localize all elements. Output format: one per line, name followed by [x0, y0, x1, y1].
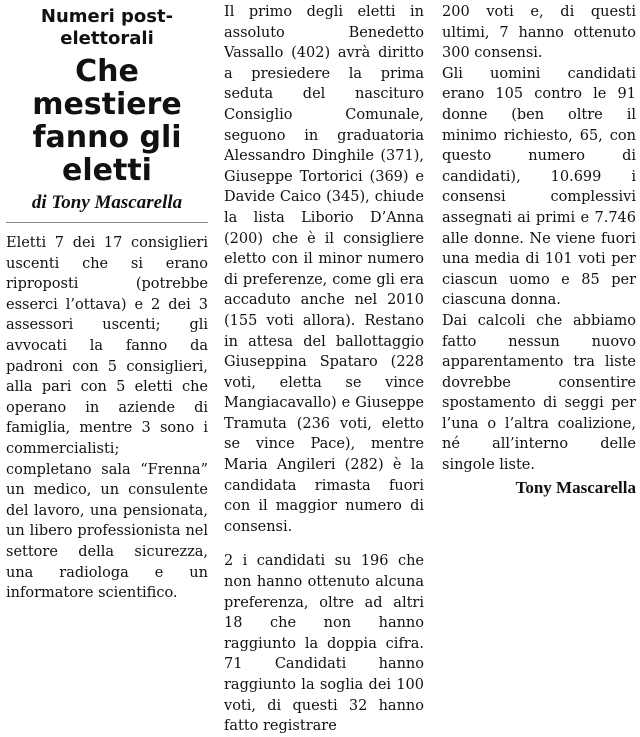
paragraph: 200 voti e, di questi ultimi, 7 hanno ottenuto 300 consensi.: [442, 4, 636, 62]
byline-divider: [6, 222, 208, 223]
column-3-text: [442, 2, 636, 476]
article-byline: di Tony Mascarella: [31, 192, 183, 213]
paragraph: Gli uomini candidati erano 105 contro le 91 donne (ben oltre il minimo richiesto, 65, con questo numero di candidati), 10.699 i consensi complessivi assegnati ai primi e 7.746 alle donne. Ne viene fuori una media di 101 voti per ciascun uomo e 85 per ciascuna donna.: [442, 65, 636, 309]
column-2-text: [224, 2, 424, 737]
article-kicker: Numeri post-elettorali: [40, 6, 174, 49]
paragraph: 2 i candidati su 196 che non hanno ottenuto alcuna preferenza, oltre ad altri 18 che non hanno raggiunto la doppia cifra. 71 Candidati hanno raggiunto la soglia dei 100 voti, di questi 32 hanno fatto registrare: [224, 553, 424, 735]
column-3: [442, 0, 636, 498]
column-1: [6, 0, 208, 604]
paragraph: Il primo degli eletti in assoluto Benedetto Vassallo (402) avrà diritto a presiedere la prima seduta del nascituro Consiglio Comunale, seguono in graduatoria Alessandro Dinghile (371), Giuseppe Tortorici (369) e Davide Caico (345), chiude la lista Liborio D’Anna (200) che è il consigliere eletto con il minor numero di preferenze, come gli era accaduto anche nel 2010 (155 voti allora). Restano in attesa del ballottaggio Giuseppina Spataro (228 voti, eletta se vince Mangiacavallo) e Giuseppe Tramuta (236 voti, eletto se vince Pace), mentre Maria Angileri (282) è la candidata rimasta fuori con il maggior numero di consensi.: [224, 4, 424, 535]
article-headline: Che mestiere fanno gli eletti: [32, 54, 182, 188]
column-2: [224, 0, 424, 737]
column-1-text: [6, 233, 208, 604]
article-signature: Tony Mascarella: [515, 477, 636, 497]
paragraph: Dai calcoli che abbiamo fatto nessun nuovo apparentamento tra liste dovrebbe consentire spostamento di seggi per l’una o l’altra coalizione, né all’interno delle singole liste.: [442, 312, 636, 474]
paragraph: Eletti 7 dei 17 consiglieri uscenti che si erano riproposti (potrebbe esserci l’ottava) e 2 dei 3 assessori uscenti; gli avvocati la fanno da padroni con 5 consiglieri, alla pari con 5 eletti che operano in aziende di famiglia, mentre 3 sono i commercialisti; completano sala “Frenna” un medico, un consulente del lavoro, una pensionata, un libero professionista nel settore della sicurezza, una radiologa e un informatore scientifico.: [6, 235, 208, 602]
